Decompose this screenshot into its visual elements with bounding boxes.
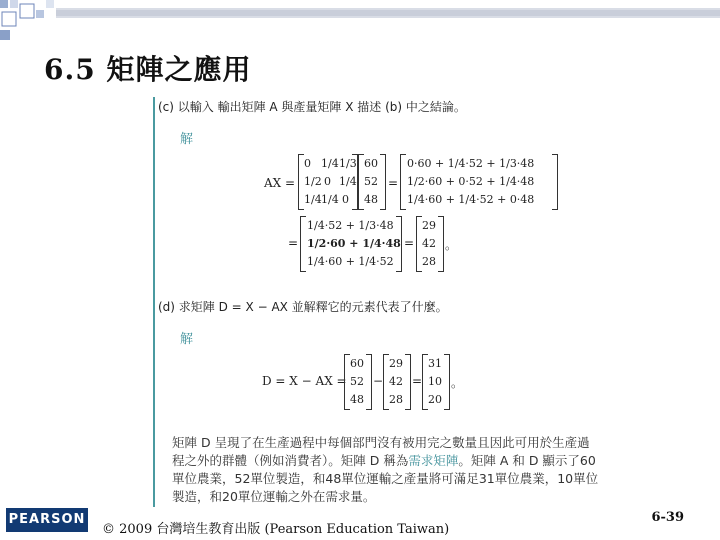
matrix-a-cell: 1/3 bbox=[339, 157, 357, 170]
result-cell: 42 bbox=[422, 237, 436, 250]
matrix-ax-cell: 29 bbox=[389, 357, 403, 370]
matrix-a-cell: 1/4 bbox=[339, 175, 357, 188]
simplified-row: 1/4·60 + 1/4·52 bbox=[307, 255, 394, 268]
matrix-d-cell: 10 bbox=[428, 375, 442, 388]
matrix-x-cell: 48 bbox=[364, 193, 378, 206]
equals-sign: = bbox=[388, 176, 399, 190]
matrix-ax-cell: 42 bbox=[389, 375, 403, 388]
matrix-x bbox=[358, 154, 386, 210]
page-number: 6-39 bbox=[651, 510, 684, 525]
demand-matrix-term: 需求矩陣 bbox=[408, 453, 459, 468]
period: 。 bbox=[445, 238, 458, 252]
part-c-solution-label: 解 bbox=[180, 132, 194, 147]
pearson-logo: PEARSON bbox=[6, 508, 88, 532]
d-label: D = X − AX = bbox=[262, 374, 347, 388]
matrix-a-cell: 1/2 bbox=[304, 175, 322, 188]
matrix-a-cell: 0 bbox=[324, 175, 331, 188]
part-d-question: (d) 求矩陣 D = X − AX 並解釋它的元素代表了什麼。 bbox=[158, 300, 448, 314]
expanded-row: 1/4·60 + 1/4·52 + 0·48 bbox=[407, 193, 535, 206]
matrix-a-cell: 1/4 bbox=[321, 157, 339, 170]
period: 。 bbox=[451, 376, 464, 390]
expanded-row: 0·60 + 1/4·52 + 1/3·48 bbox=[407, 157, 535, 170]
equals-sign: = bbox=[288, 236, 299, 250]
matrix-a-cell: 0 bbox=[342, 193, 349, 206]
equals-sign: = bbox=[404, 236, 415, 250]
copyright-footer: © 2009 台灣培生教育出版 (Pearson Education Taiwan) bbox=[102, 522, 450, 537]
matrix-d-cell: 31 bbox=[428, 357, 442, 370]
matrix-d bbox=[422, 354, 450, 410]
matrix-expanded bbox=[400, 154, 558, 210]
explanation-text: 。矩陣 A 和 D 顯示了60單位農業，52單位製造，和48單位運輸之產量將可滿足31單位農業，10單位製造，和20單位運輸之外在需求量。 bbox=[172, 453, 599, 504]
matrix-d-cell: 20 bbox=[428, 393, 442, 406]
ax-label: AX = bbox=[264, 176, 296, 190]
expanded-row: 1/2·60 + 0·52 + 1/4·48 bbox=[407, 175, 535, 188]
equals-sign: = bbox=[412, 374, 423, 388]
matrix-x bbox=[344, 354, 372, 410]
part-d-solution-label: 解 bbox=[180, 332, 194, 347]
result-cell: 29 bbox=[422, 219, 436, 232]
matrix-x-cell: 60 bbox=[364, 157, 378, 170]
content-divider bbox=[153, 97, 155, 507]
simplified-row: 1/4·52 + 1/3·48 bbox=[307, 219, 394, 232]
matrix-simplified bbox=[300, 216, 402, 272]
matrix-x-cell: 60 bbox=[350, 357, 364, 370]
simplified-row: 1/2·60 + 1/4·48 bbox=[307, 237, 401, 250]
matrix-a-cell: 1/4 bbox=[304, 193, 322, 206]
matrix-ax bbox=[383, 354, 411, 410]
result-cell: 28 bbox=[422, 255, 436, 268]
matrix-ax-cell: 28 bbox=[389, 393, 403, 406]
matrix-x-cell: 48 bbox=[350, 393, 364, 406]
matrix-a-cell: 1/4 bbox=[321, 193, 339, 206]
matrix-result bbox=[416, 216, 444, 272]
explanation-paragraph bbox=[172, 434, 602, 506]
part-c-question: (c) 以輸入 輸出矩陣 A 與產量矩陣 X 描述 (b) 中之結論。 bbox=[158, 100, 466, 114]
matrix-a-cell: 0 bbox=[304, 157, 311, 170]
matrix-x-cell: 52 bbox=[350, 375, 364, 388]
minus-sign: − bbox=[373, 374, 384, 388]
explanation-text: 矩陣 D 呈現了在生產過程中每個部門沒有被用完之數量且因此可用於生產過程之外的群體（例如消費者）。矩陣 D 稱為 bbox=[172, 435, 590, 468]
matrix-x-cell: 52 bbox=[364, 175, 378, 188]
matrix-a bbox=[298, 154, 358, 210]
slide-title: 6.5 矩陣之應用 bbox=[44, 53, 252, 86]
decorative-squares bbox=[0, 0, 720, 45]
